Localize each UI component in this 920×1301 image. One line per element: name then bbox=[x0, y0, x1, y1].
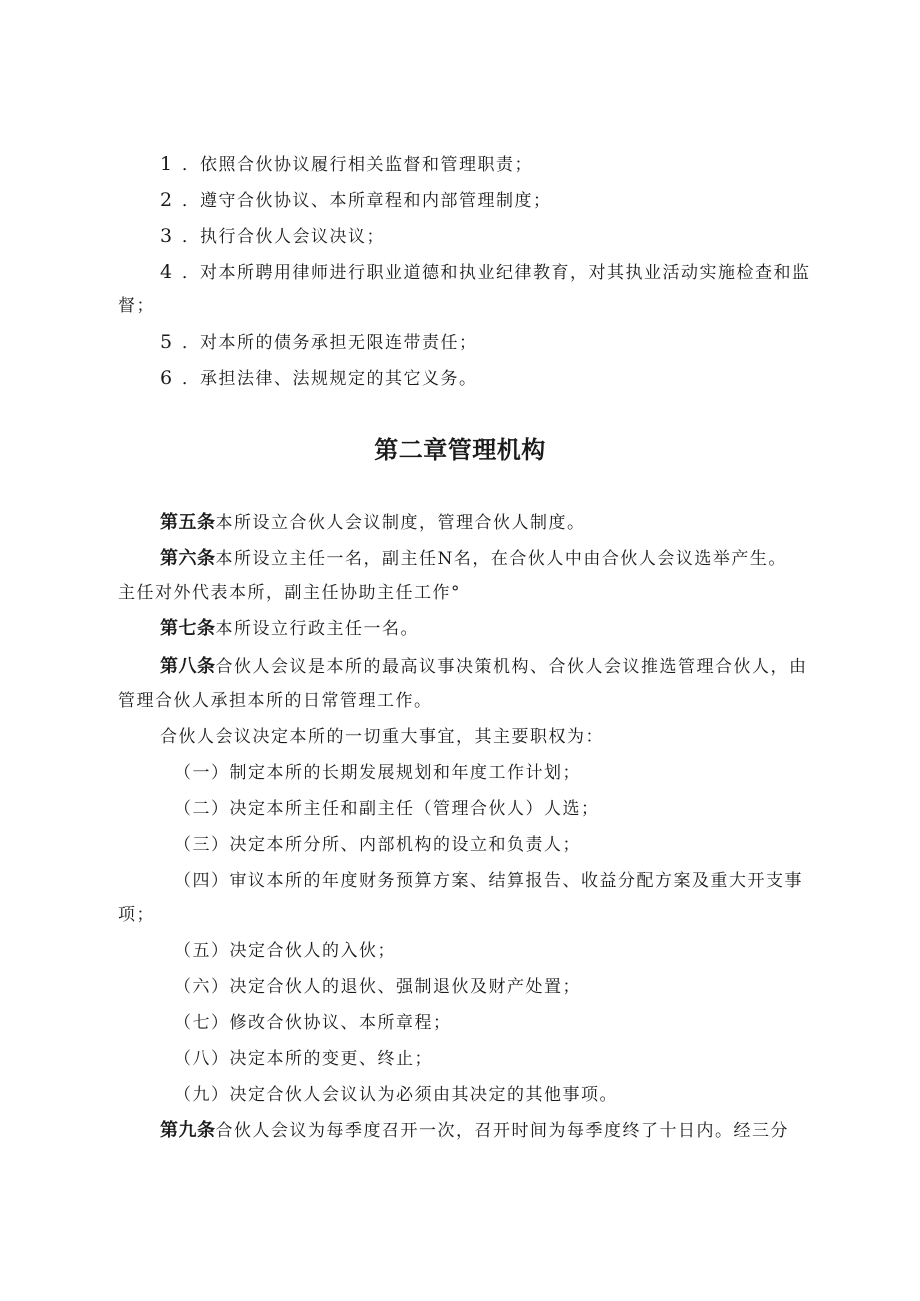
article-8: 第八条合伙人会议是本所的最高议事决策机构、合伙人会议推选管理合伙人，由 bbox=[160, 656, 808, 677]
article-8-continued: 管理合伙人承担本所的日常管理工作。 bbox=[118, 691, 433, 711]
article-6: 第六条本所设立主任一名，副主任N名，在合伙人中由合伙人会议选举产生。 bbox=[160, 548, 787, 569]
powers-intro: 合伙人会议决定本所的一切重大事宜，其主要职权为： bbox=[160, 727, 604, 747]
duty-item-6: 6 ．承担法律、法规规定的其它义务。 bbox=[160, 367, 478, 389]
article-9: 第九条合伙人会议为每季度召开一次，召开时间为每季度终了十日内。经三分 bbox=[160, 1120, 789, 1141]
duty-item-1: 1 ．依照合伙协议履行相关监督和管理职责； bbox=[160, 153, 533, 175]
duty-item-4: 4 ．对本所聘用律师进行职业道德和执业纪律教育，对其执业活动实施检查和监 bbox=[160, 261, 811, 283]
power-item-2: （二）决定本所主任和副主任（管理合伙人）人选； bbox=[174, 799, 600, 819]
power-item-4: （四）审议本所的年度财务预算方案、结算报告、收益分配方案及重大开支事 bbox=[174, 871, 803, 891]
duty-item-3: 3 ．执行合伙人会议决议； bbox=[160, 225, 385, 247]
power-item-6: （六）决定合伙人的退伙、强制退伙及财产处置； bbox=[174, 977, 581, 997]
power-item-3: （三）决定本所分所、内部机构的设立和负责人； bbox=[174, 835, 581, 855]
power-item-5: （五）决定合伙人的入伙； bbox=[174, 941, 396, 961]
power-item-4-continued: 项； bbox=[118, 905, 155, 925]
duty-item-4-continued: 督； bbox=[118, 296, 155, 316]
article-6-continued: 主任对外代表本所，副主任协助主任工作° bbox=[118, 583, 461, 603]
article-7: 第七条本所设立行政主任一名。 bbox=[160, 618, 419, 639]
power-item-8: （八）决定本所的变更、终止； bbox=[174, 1049, 433, 1069]
power-item-9: （九）决定合伙人会议认为必须由其决定的其他事项。 bbox=[174, 1085, 618, 1105]
duty-item-2: 2 ．遵守合伙协议、本所章程和内部管理制度； bbox=[160, 189, 552, 211]
duty-item-5: 5 ．对本所的债务承担无限连带责任； bbox=[160, 331, 478, 353]
power-item-7: （七）修改合伙协议、本所章程； bbox=[174, 1013, 452, 1033]
power-item-1: （一）制定本所的长期发展规划和年度工作计划； bbox=[174, 763, 581, 783]
article-5: 第五条本所设立合伙人会议制度，管理合伙人制度。 bbox=[160, 512, 586, 533]
chapter-title: 第二章管理机构 bbox=[374, 436, 546, 464]
